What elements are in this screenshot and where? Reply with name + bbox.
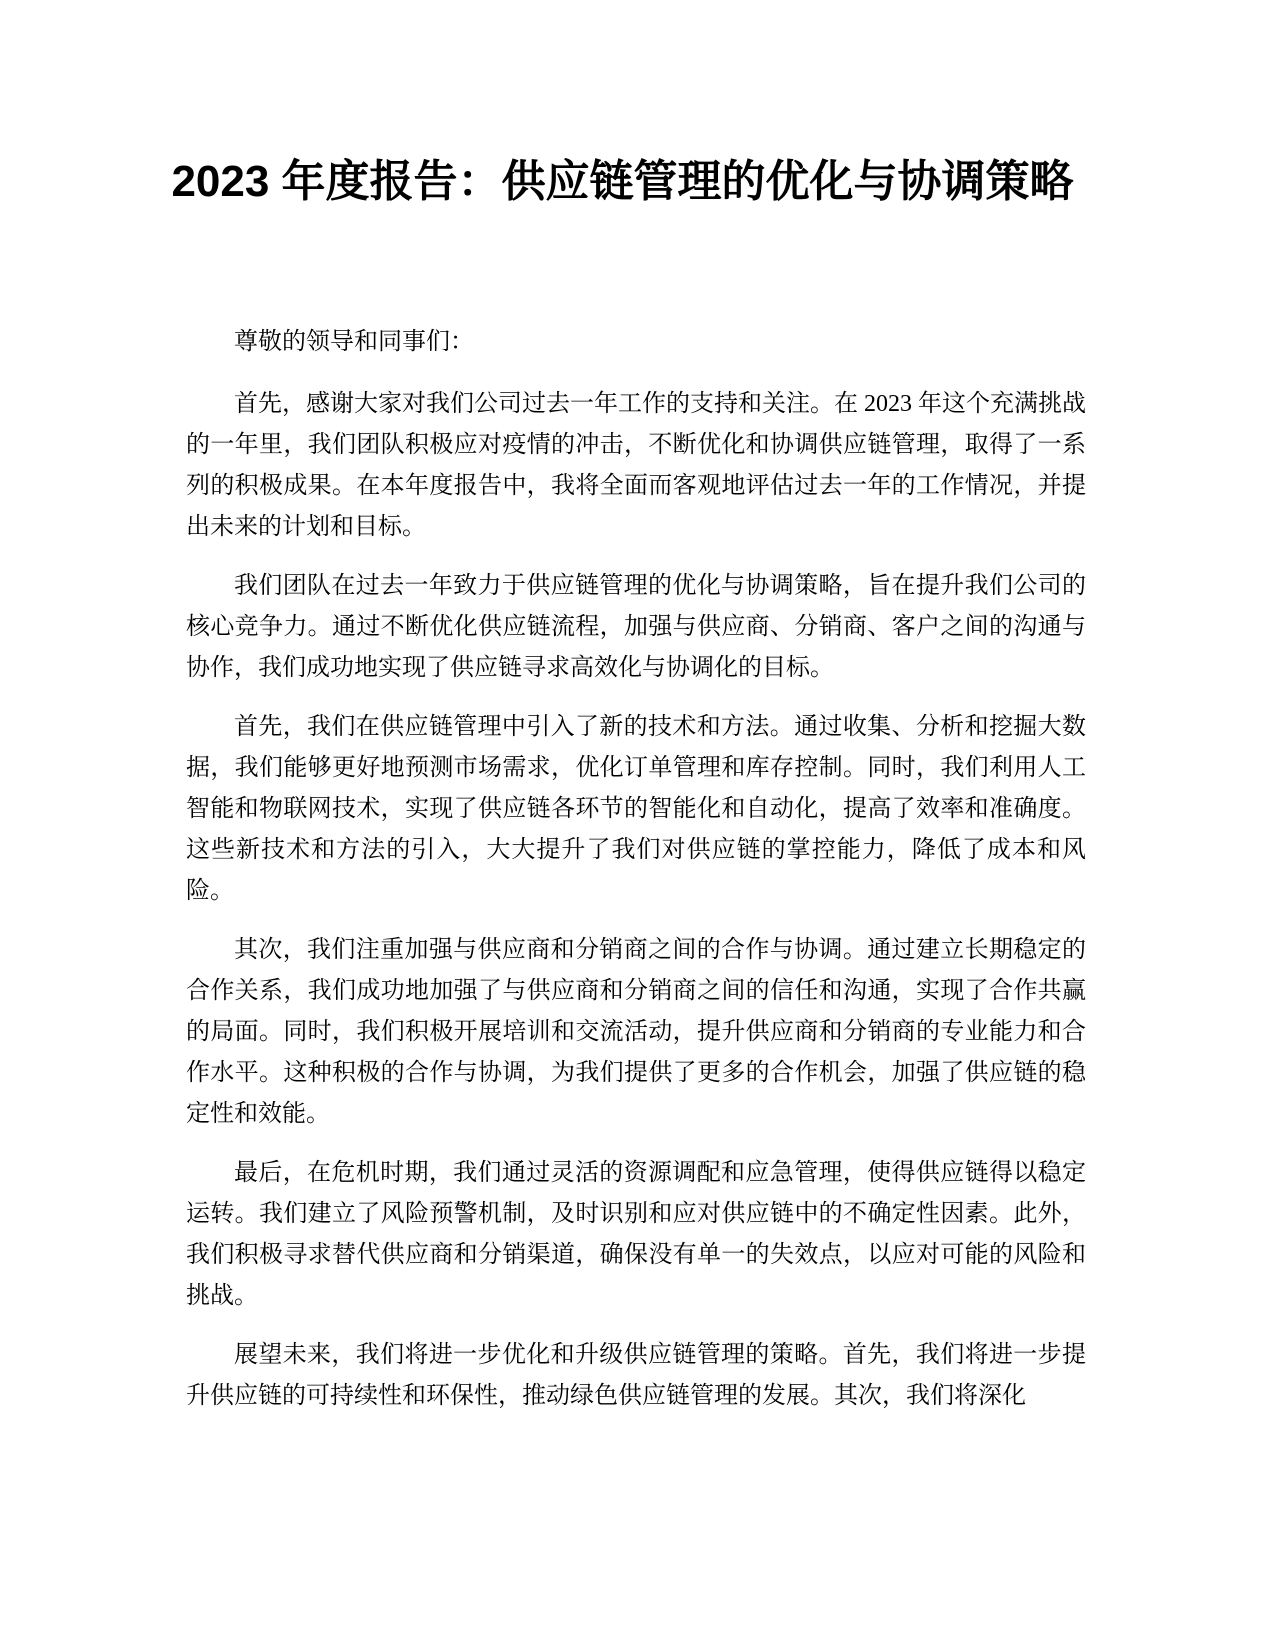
paragraph-3: 首先，我们在供应链管理中引入了新的技术和方法。通过收集、分析和挖掘大数据，我们能够更好地预测市场需求，优化订单管理和库存控制。同时，我们利用人工智能和物联网技术，实现了供应链各环节的智能化和自动化，提高了效率和准确度。这些新技术和方法的引入，大大提升了我们对供应链的掌控能力，降低了成本和风险。 bbox=[186, 714, 1086, 904]
greeting: 尊敬的领导和同事们： bbox=[234, 329, 474, 355]
paragraph-4: 其次，我们注重加强与供应商和分销商之间的合作与协调。通过建立长期稳定的合作关系，我们成功地加强了与供应商和分销商之间的信任和沟通，实现了合作共赢的局面。同时，我们积极开展培训和交流活动，提升供应商和分销商的专业能力和合作水平。这种积极的合作与协调，为我们提供了更多的合作机会，加强了供应链的稳定性和效能。 bbox=[186, 937, 1086, 1127]
paragraph-5: 最后，在危机时期，我们通过灵活的资源调配和应急管理，使得供应链得以稳定运转。我们建立了风险预警机制，及时识别和应对供应链中的不确定性因素。此外，我们积极寻求替代供应商和分销渠道，确保没有单一的失效点，以应对可能的风险和挑战。 bbox=[186, 1160, 1086, 1309]
paragraph-2: 我们团队在过去一年致力于供应链管理的优化与协调策略，旨在提升我们公司的核心竞争力。通过不断优化供应链流程，加强与供应商、分销商、客户之间的沟通与协作，我们成功地实现了供应链寻求高效化与协调化的目标。 bbox=[186, 573, 1086, 681]
paragraph-1: 首先，感谢大家对我们公司过去一年工作的支持和关注。在 2023 年这个充满挑战的一年里，我们团队积极应对疫情的冲击，不断优化和协调供应链管理，取得了一系列的积极成果。在本年度报告中，我将全面而客观地评估过去一年的工作情况，并提出未来的计划和目标。 bbox=[186, 391, 1086, 540]
document-title: 2023 年度报告：供应链管理的优化与协调策略 bbox=[171, 157, 1074, 206]
paragraph-6: 展望未来，我们将进一步优化和升级供应链管理的策略。首先，我们将进一步提升供应链的可持续性和环保性，推动绿色供应链管理的发展。其次，我们将深化 bbox=[186, 1342, 1086, 1409]
document-body bbox=[186, 322, 1086, 1435]
